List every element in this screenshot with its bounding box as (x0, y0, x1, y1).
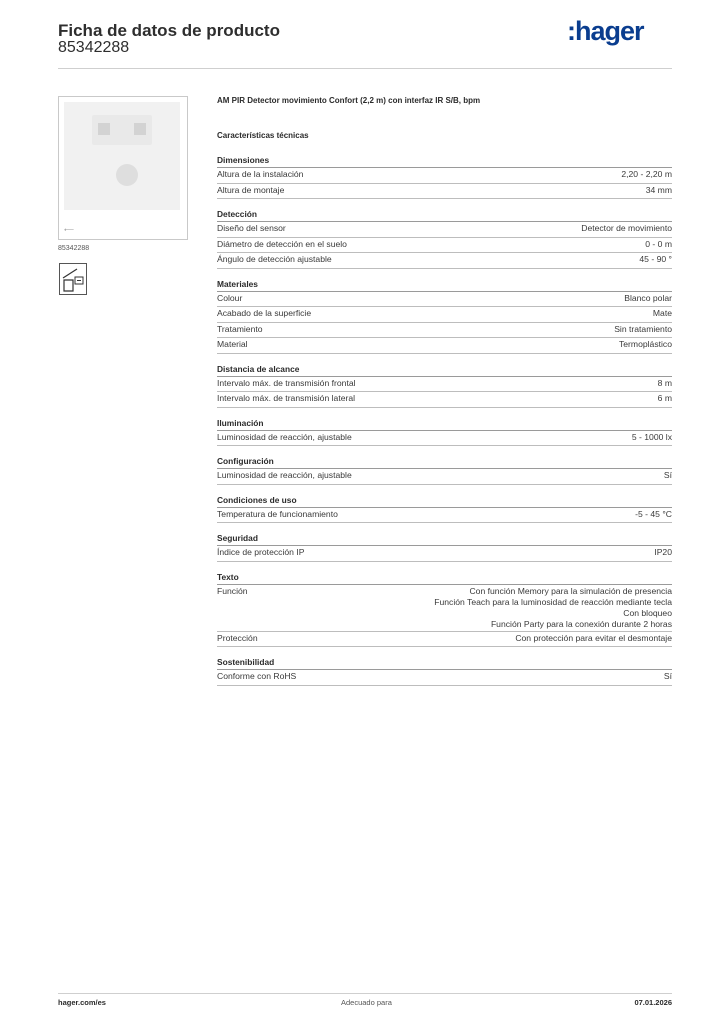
footer-website-link[interactable]: hager.com/es (58, 998, 106, 1007)
spec-value: Termoplástico (618, 339, 672, 349)
spec-row (217, 292, 672, 308)
section-title: Sostenibilidad (217, 656, 672, 670)
spec-table (217, 154, 672, 695)
section-title: Texto (217, 571, 672, 585)
spec-row (217, 184, 672, 200)
section-title: Condiciones de uso (217, 494, 672, 508)
spec-label: Diseño del sensor (217, 223, 286, 233)
spec-row (217, 307, 672, 323)
spec-value: 34 mm (645, 184, 672, 195)
spec-section (217, 656, 672, 686)
spec-section (217, 363, 672, 408)
spec-value: IP20 (654, 547, 672, 557)
spec-label: Conforme con RoHS (217, 671, 297, 682)
spec-section (217, 494, 672, 524)
spec-label: Luminosidad de reacción, ajustable (217, 470, 352, 480)
tech-characteristics-title: Características técnicas (217, 131, 309, 140)
spec-row (217, 238, 672, 254)
spec-section (217, 208, 672, 269)
spec-label: Temperatura de funcionamiento (217, 508, 338, 519)
spec-row (217, 670, 672, 686)
spec-label: Altura de montaje (217, 184, 285, 195)
spec-row (217, 392, 672, 408)
spec-value: Sí (663, 470, 672, 480)
spec-section (217, 455, 672, 485)
section-title: Dimensiones (217, 154, 672, 168)
spec-value: 2,20 - 2,20 m (621, 169, 672, 179)
spec-value: Detector de movimiento (581, 223, 672, 233)
spec-value: 0 - 0 m (645, 238, 672, 249)
spec-value: 5 - 1000 lx (631, 431, 672, 442)
image-code: 85342288 (58, 245, 90, 252)
spec-row (217, 253, 672, 269)
section-title: Seguridad (217, 532, 672, 546)
section-title: Iluminación (217, 417, 672, 431)
spec-value: Sin tratamiento (614, 323, 672, 334)
spec-row (217, 585, 672, 632)
spec-section (217, 278, 672, 354)
spec-row (217, 632, 672, 648)
section-title: Configuración (217, 455, 672, 469)
footer-date: 07.01.2026 (634, 998, 672, 1007)
spec-row (217, 377, 672, 393)
spec-label: Intervalo máx. de transmisión frontal (217, 377, 356, 388)
spec-row (217, 546, 672, 562)
lens-segment (134, 123, 146, 135)
section-title: Detección (217, 208, 672, 222)
spec-value: Mate (652, 308, 672, 318)
product-lens-window (92, 115, 152, 145)
header-divider (58, 68, 672, 69)
spec-value: 6 m (657, 393, 672, 403)
product-plate (64, 102, 180, 210)
section-title: Materiales (217, 278, 672, 292)
spec-row (217, 323, 672, 339)
spec-label: Altura de la instalación (217, 169, 304, 179)
product-code: 85342288 (58, 39, 130, 56)
section-title: Distancia de alcance (217, 363, 672, 377)
spec-row (217, 168, 672, 184)
spec-label: Protección (217, 632, 258, 643)
hager-logo: :hager (567, 16, 644, 46)
spec-value: Con protección para evitar el desmontaje (515, 632, 672, 643)
scale-bar: ⟵ (64, 227, 75, 234)
spec-label: Colour (217, 292, 243, 303)
spec-label: Índice de protección IP (217, 547, 305, 557)
spec-label: Intervalo máx. de transmisión lateral (217, 393, 356, 403)
spec-row (217, 431, 672, 447)
product-name: AM PIR Detector movimiento Confort (2,2 m) con interfaz IR S/B, bpm (217, 96, 481, 105)
spec-section (217, 154, 672, 199)
footer-divider (58, 993, 672, 994)
spec-label: Ángulo de detección ajustable (217, 254, 332, 264)
spec-value: Con función Memory para la simulación de presencia Función Teach para la luminosidad de reacción mediante tecla Con bloqueo Función Party para la conexión durante 2 horas (434, 585, 672, 630)
spec-row (217, 469, 672, 485)
spec-value: Blanco polar (624, 292, 672, 303)
spec-label: Función (217, 585, 248, 596)
spec-label: Luminosidad de reacción, ajustable (217, 431, 352, 442)
product-image (58, 96, 188, 240)
spec-label: Material (217, 339, 248, 349)
spec-label: Acabado de la superficie (217, 308, 312, 318)
spec-value: -5 - 45 °C (635, 508, 672, 519)
spec-row (217, 338, 672, 354)
lens-segment (98, 123, 110, 135)
spec-row (217, 222, 672, 238)
spec-value: 45 - 90 ° (639, 254, 672, 264)
spec-value: Sí (663, 671, 672, 682)
spec-section (217, 571, 672, 648)
spec-row (217, 508, 672, 524)
installation-symbol-icon (59, 263, 87, 295)
footer-suitable-for: Adecuado para (341, 998, 392, 1007)
spec-section (217, 532, 672, 562)
spec-section (217, 417, 672, 447)
page-title: Ficha de datos de producto (58, 21, 280, 40)
spec-label: Tratamiento (217, 323, 263, 334)
ir-sensor-icon (116, 164, 138, 186)
spec-label: Diámetro de detección en el suelo (217, 238, 347, 249)
spec-value: 8 m (657, 377, 672, 388)
